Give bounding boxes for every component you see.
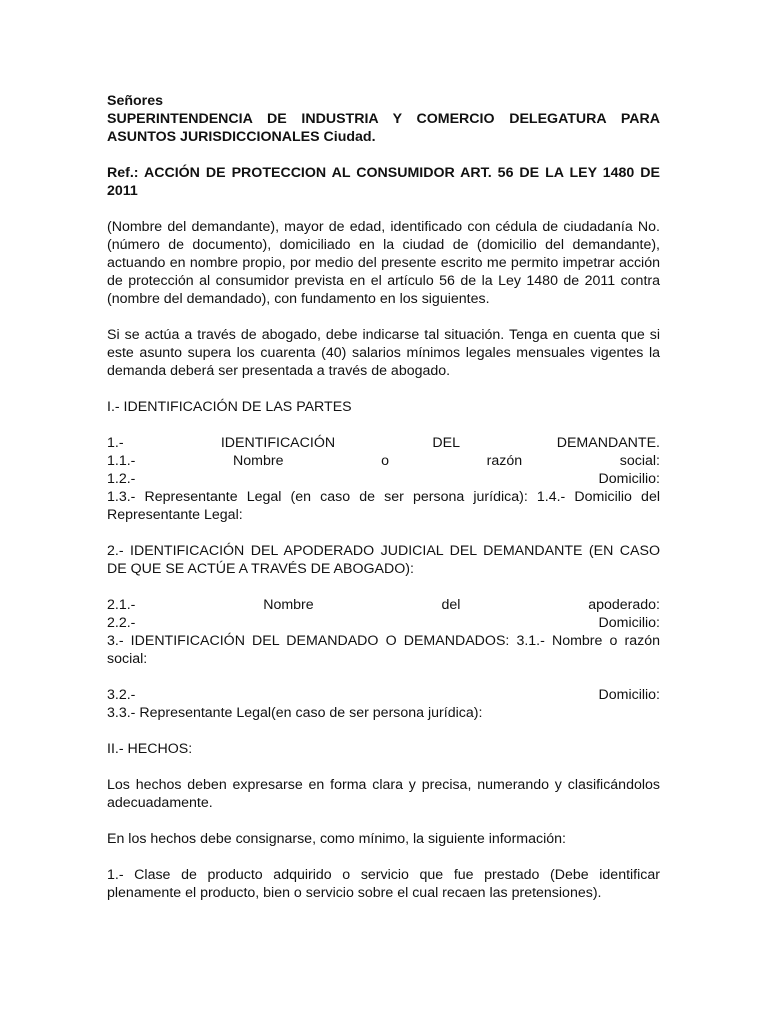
section-parties-title: I.- IDENTIFICACIÓN DE LAS PARTES [107,399,352,415]
item-plaintiff-address-label: Domicilio: [598,471,660,487]
section-facts-title: II.- HECHOS: [107,741,193,757]
item-plaintiff-address [107,470,660,488]
item-plaintiff-address-number: 1.2.- [107,471,136,487]
item-plaintiff-name: 1.1.- Nombre o razón social: [107,453,660,469]
facts-paragraph-2: En los hechos debe consignarse, como mínimo, la siguiente información: [107,831,566,847]
document-body [107,92,660,902]
item-defendant-address [107,686,660,704]
item-attorney-address-number: 2.2.- [107,615,136,631]
item-attorney-address-label: Domicilio: [598,615,660,631]
item-attorney-name: 2.1.- Nombre del apoderado: [107,597,660,613]
facts-paragraph-1: Los hechos deben expresarse en forma clara y precisa, numerando y clasificándolos adecuadamente. [107,777,660,811]
item-defendant-address-label: Domicilio: [598,687,660,703]
reference-line: Ref.: ACCIÓN DE PROTECCION AL CONSUMIDOR ART. 56 DE LA LEY 1480 DE 2011 [107,165,660,199]
item-attorney-address [107,614,660,632]
item-defendant-representative: 3.3.- Representante Legal(en caso de ser persona jurídica): [107,705,483,721]
item-attorney-id: 2.- IDENTIFICACIÓN DEL APODERADO JUDICIAL DEL DEMANDANTE (EN CASO DE QUE SE ACTÚE A TRAVÉS DE ABOGADO): [107,543,660,577]
lawyer-note-paragraph: Si se actúa a través de abogado, debe indicarse tal situación. Tenga en cuenta que si este asunto supera los cuarenta (40) salarios mínimos legales mensuales vigentes la demanda deberá ser presentada a través de abogado. [107,327,660,379]
recipient: SUPERINTENDENCIA DE INDUSTRIA Y COMERCIO DELEGATURA PARA ASUNTOS JURISDICCIONALES Ciudad. [107,111,660,145]
intro-paragraph: (Nombre del demandante), mayor de edad, identificado con cédula de ciudadanía No. (número de documento), domiciliado en la ciudad de (domicilio del demandante), actuando en nombre propio, por medio del presente escrito me permito impetrar acción de protección al consumidor prevista en el artículo 56 de la Ley 1480 de 2011 contra (nombre del demandado), con fundamento en los siguientes. [107,219,660,307]
item-plaintiff-representative: 1.3.- Representante Legal (en caso de ser persona jurídica): 1.4.- Domicilio del Representante Legal: [107,489,660,523]
salutation: Señores [107,93,163,109]
item-defendant-id: 3.- IDENTIFICACIÓN DEL DEMANDADO O DEMANDADOS: 3.1.- Nombre o razón social: [107,633,660,667]
item-plaintiff-id: 1.- IDENTIFICACIÓN DEL DEMANDANTE. [107,435,660,451]
facts-paragraph-3: 1.- Clase de producto adquirido o servicio que fue prestado (Debe identificar plenamente el producto, bien o servicio sobre el cual recaen las pretensiones). [107,867,660,901]
item-defendant-address-number: 3.2.- [107,687,136,703]
